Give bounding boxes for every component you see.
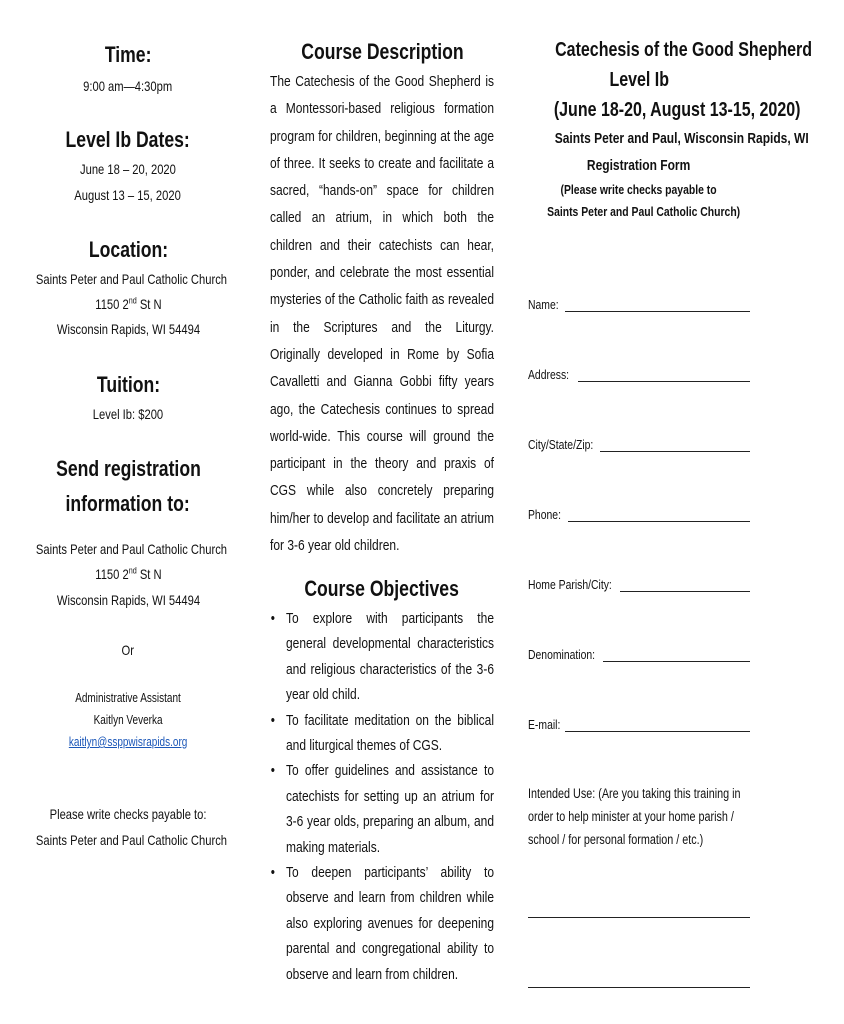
home-parish-line[interactable] bbox=[620, 591, 750, 592]
course-objectives-list bbox=[270, 606, 494, 987]
checks-payable-name: Saints Peter and Paul Catholic Church bbox=[35, 832, 228, 848]
name-field[interactable]: Name: bbox=[528, 292, 750, 314]
intended-use-line-2[interactable] bbox=[528, 987, 750, 988]
date-2: August 13 – 15, 2020 bbox=[74, 187, 182, 203]
course-description-heading: Course Description bbox=[300, 39, 464, 64]
course-objectives-heading: Course Objectives bbox=[304, 576, 460, 601]
objective-item: • To explore with participants the general developmental characteristics and religious characteristics of the 3-6 year old child. bbox=[270, 610, 494, 704]
phone-field[interactable]: Phone: bbox=[528, 502, 750, 524]
intended-use-prompt: Intended Use: (Are you taking this training in order to help minister at your home parish / school / for personal formation / etc.) bbox=[528, 786, 741, 847]
email-line[interactable] bbox=[565, 731, 750, 732]
objective-item: • To deepen participants’ ability to observe and learn from children while also exploring avenues for deepening parental and congregational ability to observe and learn from children. bbox=[270, 864, 494, 983]
tuition-value: Level Ib: $200 bbox=[92, 406, 164, 422]
address-line[interactable] bbox=[578, 381, 750, 382]
send-city: Wisconsin Rapids, WI 54494 bbox=[56, 592, 200, 608]
form-title-line-3: (June 18-20, August 13-15, 2020) bbox=[553, 99, 801, 121]
email-field[interactable]: E-mail: bbox=[528, 712, 750, 734]
send-street: 1150 2nd St N bbox=[94, 565, 162, 582]
location-street: 1150 2nd St N bbox=[94, 295, 162, 312]
form-title-line-2: Level Ib bbox=[609, 69, 669, 91]
send-heading-line-2: information to: bbox=[65, 491, 191, 516]
admin-title: Administrative Assistant bbox=[75, 691, 181, 705]
send-heading-line-1: Send registration bbox=[55, 456, 201, 481]
tuition-heading: Tuition: bbox=[96, 372, 160, 397]
location-city: Wisconsin Rapids, WI 54494 bbox=[56, 321, 200, 337]
admin-email-link[interactable]: kaitlyn@ssppwisrapids.org bbox=[68, 735, 188, 749]
send-name: Saints Peter and Paul Catholic Church bbox=[35, 541, 228, 557]
address-field[interactable]: Address: bbox=[528, 362, 750, 384]
denomination-field[interactable]: Denomination: bbox=[528, 642, 750, 664]
objective-item: • To facilitate meditation on the biblical and liturgical themes of CGS. bbox=[270, 711, 494, 755]
denomination-line[interactable] bbox=[603, 661, 750, 662]
time-value: 9:00 am—4:30pm bbox=[83, 78, 173, 94]
dates-heading: Level Ib Dates: bbox=[65, 127, 191, 152]
location-name: Saints Peter and Paul Catholic Church bbox=[35, 271, 228, 287]
admin-name: Kaitlyn Veverka bbox=[93, 713, 163, 727]
name-line[interactable] bbox=[565, 311, 750, 312]
phone-line[interactable] bbox=[568, 521, 750, 522]
course-description-text: The Catechesis of the Good Shepherd is a Montessori-based religious formation program for children, beginning at the age of three. It seeks to create and facilitate a sacred, “hands-on” space for children called an atrium, in which both the children and their catechists can hear, ponder, and celebrate the most essential mysteries of the Catholic faith as revealed in the Scriptures and the Liturgy. Originally developed in Rome by Sofia Cavalletti and Gianna Gobbi fifty years ago, the Catechesis continues to spread world-wide. This course will ground the participant in the theory and praxis of CGS while also concretely preparing him/her to develop and facilitate an atrium for 3-6 year old children. bbox=[270, 73, 494, 555]
city-state-zip-field[interactable]: City/State/Zip: bbox=[528, 432, 750, 454]
form-checks-note-1: (Please write checks payable to bbox=[560, 182, 718, 197]
objective-item: • To offer guidelines and assistance to catechists for setting up an atrium for 3-6 year olds, preparing an album, and making materials. bbox=[270, 762, 494, 856]
form-parish: Saints Peter and Paul, Wisconsin Rapids, WI bbox=[554, 130, 809, 147]
time-heading: Time: bbox=[104, 42, 152, 67]
city-state-zip-line[interactable] bbox=[600, 451, 750, 452]
date-1: June 18 – 20, 2020 bbox=[80, 161, 176, 177]
location-heading: Location: bbox=[88, 237, 168, 262]
or-text: Or bbox=[121, 642, 135, 658]
home-parish-field[interactable]: Home Parish/City: bbox=[528, 572, 750, 594]
intended-use-line-1[interactable] bbox=[528, 917, 750, 918]
form-subtitle: Registration Form bbox=[587, 157, 691, 174]
checks-payable-label: Please write checks payable to: bbox=[49, 806, 207, 822]
form-title-line-1: Catechesis of the Good Shepherd bbox=[555, 39, 813, 61]
form-checks-note-2: Saints Peter and Paul Catholic Church) bbox=[547, 204, 741, 219]
